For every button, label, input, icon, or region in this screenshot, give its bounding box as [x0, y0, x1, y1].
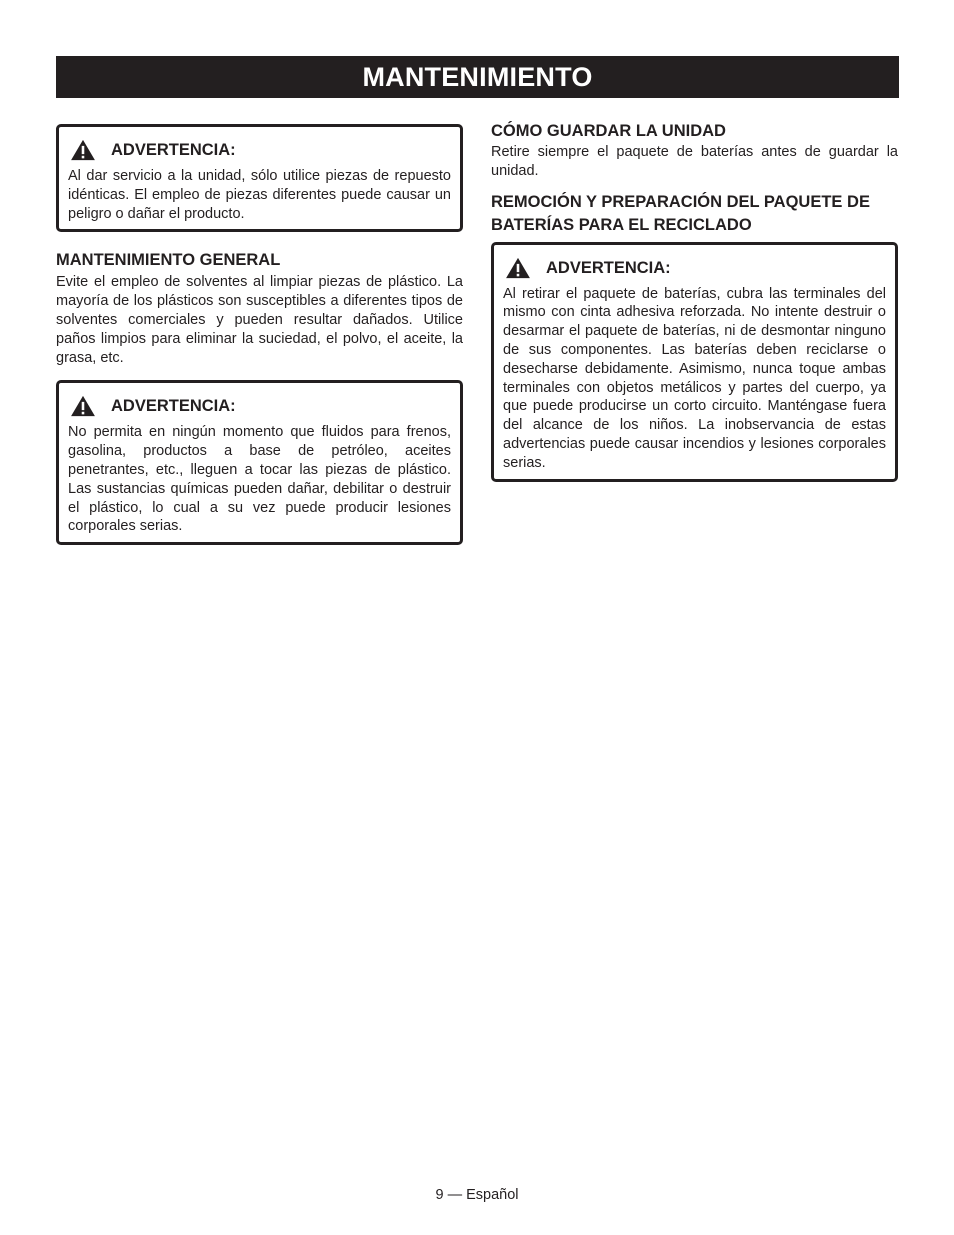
warning-header [502, 256, 887, 280]
warning-text: Al retirar el paquete de baterías, cubra las terminales del mismo con cinta adhesiva reforzada. No intente destruir o desarmar el paquete de baterías, ni de desmontar ninguno de sus componentes. Las baterías deben reciclarse o desecharse debidamente. Asimismo, nunca toque ambas terminales con objetos metálicos y partes del cuerpo, ya que puede producirse un corto circuito. Manténgase fuera del alcance de los niños. La inobservancia de estas advertencias puede causar incendios y lesiones corporales serias. [503, 285, 886, 471]
warning-box-service [56, 124, 463, 232]
warning-triangle-icon [69, 395, 97, 417]
page-footer: 9 — Español [435, 1187, 519, 1203]
warning-box-chemicals [56, 380, 463, 545]
general-maintenance-text: Evite el empleo de solventes al limpiar piezas de plástico. La mayoría de los plásticos son susceptibles a diferentes tipos de solventes comerciales y pueden resultar dañados. Utilice paños limpios para eliminar la suciedad, el polvo, el aceite, la grasa, etc. [56, 274, 463, 366]
section-heading-storage: CÓMO GUARDAR LA UNIDAD [491, 122, 726, 140]
warning-text: Al dar servicio a la unidad, sólo utilice piezas de repuesto idénticas. El empleo de piezas diferentes puede causar un peligro o dañar el producto. [68, 168, 451, 222]
left-column [56, 124, 463, 545]
warning-label: ADVERTENCIA: [111, 141, 236, 159]
right-column [491, 124, 898, 482]
warning-triangle-icon [69, 139, 97, 161]
warning-header [67, 394, 452, 418]
warning-label: ADVERTENCIA: [111, 397, 236, 416]
warning-label: ADVERTENCIA: [546, 258, 671, 277]
warning-triangle-icon [504, 257, 532, 279]
page-title: MANTENIMIENTO [56, 56, 899, 98]
section-heading-general-maintenance: MANTENIMIENTO GENERAL [56, 251, 281, 270]
warning-header [67, 138, 452, 162]
storage-text: Retire siempre el paquete de baterías antes de guardar la unidad. [491, 144, 898, 179]
warning-text: No permita en ningún momento que fluidos para frenos, gasolina, productos a base de petróleo, aceites penetrantes, etc., lleguen a tocar las piezas de plástico. Las sustancias químicas pueden dañar, debilitar o destruir el plástico, lo cual a su vez puede producir lesiones corporales serias. [68, 424, 451, 535]
section-heading-battery-removal: REMOCIÓN Y PREPARACIÓN DEL PAQUETE DE BATERÍAS PARA EL RECICLADO [491, 192, 870, 234]
warning-box-battery [491, 242, 898, 482]
